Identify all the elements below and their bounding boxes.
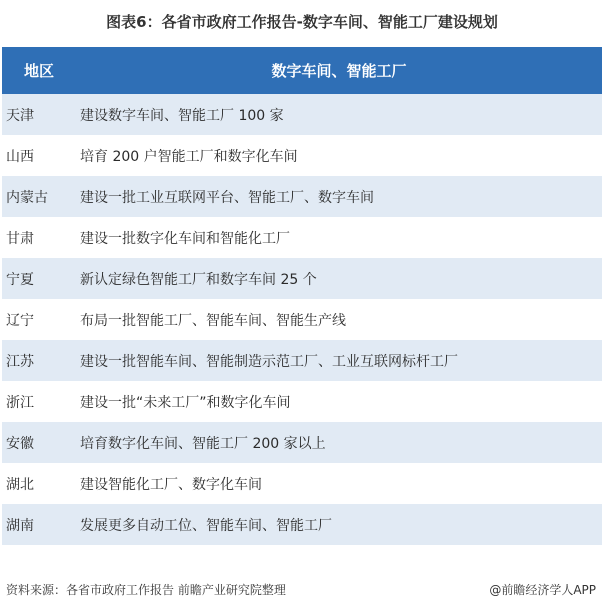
plan-cell: 建设一批智能车间、智能制造示范工厂、工业互联网标杆工厂 (76, 340, 602, 381)
region-cell: 宁夏 (2, 258, 76, 299)
plan-cell: 建设智能化工厂、数字化车间 (76, 463, 602, 504)
region-cell: 内蒙古 (2, 176, 76, 217)
plan-cell: 建设一批“未来工厂”和数字化车间 (76, 381, 602, 422)
plan-cell: 建设一批工业互联网平台、智能工厂、数字车间 (76, 176, 602, 217)
table-row (2, 340, 602, 381)
table-row (2, 217, 602, 258)
region-cell: 山西 (2, 135, 76, 176)
table-row (2, 463, 602, 504)
table-row (2, 299, 602, 340)
table-row (2, 381, 602, 422)
brand-credit: @前瞻经济学人APP (489, 583, 596, 597)
plan-cell: 新认定绿色智能工厂和数字车间 25 个 (76, 258, 602, 299)
table-row (2, 94, 602, 135)
region-cell: 湖南 (2, 504, 76, 545)
table-row (2, 504, 602, 545)
plan-cell: 布局一批智能工厂、智能车间、智能生产线 (76, 299, 602, 340)
column-header-plan: 数字车间、智能工厂 (76, 47, 602, 94)
region-cell: 安徽 (2, 422, 76, 463)
plan-cell: 建设一批数字化车间和智能化工厂 (76, 217, 602, 258)
planning-table (2, 47, 602, 545)
plan-cell: 发展更多自动工位、智能车间、智能工厂 (76, 504, 602, 545)
source-note: 资料来源：各省市政府工作报告 前瞻产业研究院整理 (6, 583, 286, 597)
table-row (2, 176, 602, 217)
table-row (2, 422, 602, 463)
region-cell: 浙江 (2, 381, 76, 422)
table-header-row (2, 47, 602, 94)
figure-title: 图表6：各省市政府工作报告-数字车间、智能工厂建设规划 (106, 12, 498, 31)
column-header-region: 地区 (2, 47, 76, 94)
table-row (2, 135, 602, 176)
region-cell: 湖北 (2, 463, 76, 504)
region-cell: 江苏 (2, 340, 76, 381)
region-cell: 甘肃 (2, 217, 76, 258)
region-cell: 辽宁 (2, 299, 76, 340)
footer (0, 578, 604, 600)
table-row (2, 258, 602, 299)
region-cell: 天津 (2, 94, 76, 135)
plan-cell: 培育 200 户智能工厂和数字化车间 (76, 135, 602, 176)
plan-cell: 建设数字车间、智能工厂 100 家 (76, 94, 602, 135)
plan-cell: 培育数字化车间、智能工厂 200 家以上 (76, 422, 602, 463)
